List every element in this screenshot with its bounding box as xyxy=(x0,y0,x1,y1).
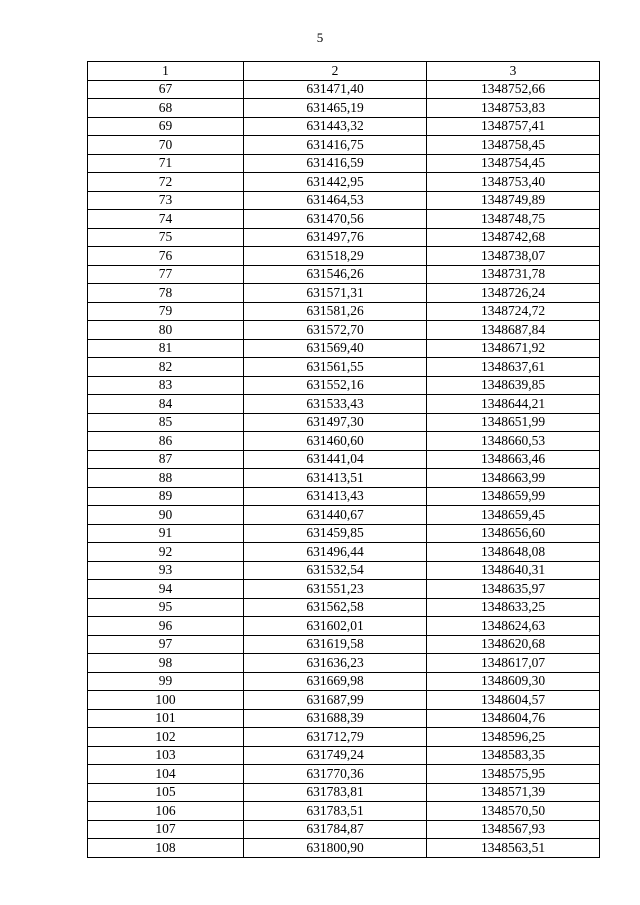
point-number-cell: 79 xyxy=(88,302,244,321)
table-row xyxy=(88,654,600,673)
table-row xyxy=(88,154,600,173)
x-coordinate-cell: 631442,95 xyxy=(244,173,427,192)
table-row xyxy=(88,284,600,303)
x-coordinate-cell: 631581,26 xyxy=(244,302,427,321)
x-coordinate-cell: 631441,04 xyxy=(244,450,427,469)
x-coordinate-cell: 631440,67 xyxy=(244,506,427,525)
point-number-cell: 82 xyxy=(88,358,244,377)
point-number-cell: 78 xyxy=(88,284,244,303)
point-number-cell: 103 xyxy=(88,746,244,765)
table-body xyxy=(88,62,600,858)
y-coordinate-cell: 1348753,83 xyxy=(427,99,600,118)
table-row xyxy=(88,302,600,321)
x-coordinate-cell: 631532,54 xyxy=(244,561,427,580)
table-row xyxy=(88,210,600,229)
y-coordinate-cell: 1348617,07 xyxy=(427,654,600,673)
point-number-cell: 90 xyxy=(88,506,244,525)
x-coordinate-cell: 631464,53 xyxy=(244,191,427,210)
y-coordinate-cell: 1348635,97 xyxy=(427,580,600,599)
point-number-cell: 97 xyxy=(88,635,244,654)
table-row xyxy=(88,802,600,821)
y-coordinate-cell: 1348596,25 xyxy=(427,728,600,747)
point-number-cell: 91 xyxy=(88,524,244,543)
table-row xyxy=(88,820,600,839)
x-coordinate-cell: 631687,99 xyxy=(244,691,427,710)
table-row xyxy=(88,358,600,377)
x-coordinate-cell: 631562,58 xyxy=(244,598,427,617)
table-row xyxy=(88,80,600,99)
table-row xyxy=(88,580,600,599)
column-header-1: 1 xyxy=(88,62,244,81)
x-coordinate-cell: 631533,43 xyxy=(244,395,427,414)
point-number-cell: 74 xyxy=(88,210,244,229)
x-coordinate-cell: 631416,59 xyxy=(244,154,427,173)
table-row xyxy=(88,617,600,636)
table-row xyxy=(88,228,600,247)
table-row xyxy=(88,598,600,617)
y-coordinate-cell: 1348637,61 xyxy=(427,358,600,377)
table-row xyxy=(88,765,600,784)
x-coordinate-cell: 631460,60 xyxy=(244,432,427,451)
x-coordinate-cell: 631712,79 xyxy=(244,728,427,747)
table-row xyxy=(88,543,600,562)
table-row xyxy=(88,469,600,488)
y-coordinate-cell: 1348633,25 xyxy=(427,598,600,617)
table-row xyxy=(88,413,600,432)
column-header-3: 3 xyxy=(427,62,600,81)
y-coordinate-cell: 1348567,93 xyxy=(427,820,600,839)
x-coordinate-cell: 631783,81 xyxy=(244,783,427,802)
table-row xyxy=(88,395,600,414)
table-row xyxy=(88,99,600,118)
table-row xyxy=(88,191,600,210)
point-number-cell: 75 xyxy=(88,228,244,247)
x-coordinate-cell: 631471,40 xyxy=(244,80,427,99)
x-coordinate-cell: 631413,43 xyxy=(244,487,427,506)
x-coordinate-cell: 631688,39 xyxy=(244,709,427,728)
table-header-row xyxy=(88,62,600,81)
x-coordinate-cell: 631784,87 xyxy=(244,820,427,839)
y-coordinate-cell: 1348570,50 xyxy=(427,802,600,821)
y-coordinate-cell: 1348644,21 xyxy=(427,395,600,414)
y-coordinate-cell: 1348656,60 xyxy=(427,524,600,543)
y-coordinate-cell: 1348752,66 xyxy=(427,80,600,99)
x-coordinate-cell: 631465,19 xyxy=(244,99,427,118)
point-number-cell: 70 xyxy=(88,136,244,155)
point-number-cell: 77 xyxy=(88,265,244,284)
point-number-cell: 106 xyxy=(88,802,244,821)
point-number-cell: 88 xyxy=(88,469,244,488)
y-coordinate-cell: 1348604,76 xyxy=(427,709,600,728)
table-row xyxy=(88,506,600,525)
x-coordinate-cell: 631636,23 xyxy=(244,654,427,673)
x-coordinate-cell: 631459,85 xyxy=(244,524,427,543)
y-coordinate-cell: 1348609,30 xyxy=(427,672,600,691)
x-coordinate-cell: 631783,51 xyxy=(244,802,427,821)
x-coordinate-cell: 631551,23 xyxy=(244,580,427,599)
point-number-cell: 69 xyxy=(88,117,244,136)
y-coordinate-cell: 1348659,45 xyxy=(427,506,600,525)
table-row xyxy=(88,450,600,469)
coordinates-table xyxy=(87,61,600,858)
point-number-cell: 95 xyxy=(88,598,244,617)
y-coordinate-cell: 1348604,57 xyxy=(427,691,600,710)
point-number-cell: 101 xyxy=(88,709,244,728)
y-coordinate-cell: 1348575,95 xyxy=(427,765,600,784)
y-coordinate-cell: 1348660,53 xyxy=(427,432,600,451)
table-row xyxy=(88,561,600,580)
y-coordinate-cell: 1348758,45 xyxy=(427,136,600,155)
y-coordinate-cell: 1348624,63 xyxy=(427,617,600,636)
point-number-cell: 73 xyxy=(88,191,244,210)
x-coordinate-cell: 631546,26 xyxy=(244,265,427,284)
table-row xyxy=(88,173,600,192)
x-coordinate-cell: 631497,76 xyxy=(244,228,427,247)
x-coordinate-cell: 631749,24 xyxy=(244,746,427,765)
y-coordinate-cell: 1348757,41 xyxy=(427,117,600,136)
x-coordinate-cell: 631552,16 xyxy=(244,376,427,395)
y-coordinate-cell: 1348663,46 xyxy=(427,450,600,469)
table-row xyxy=(88,746,600,765)
table-row xyxy=(88,635,600,654)
table-row xyxy=(88,265,600,284)
point-number-cell: 105 xyxy=(88,783,244,802)
x-coordinate-cell: 631619,58 xyxy=(244,635,427,654)
x-coordinate-cell: 631561,55 xyxy=(244,358,427,377)
x-coordinate-cell: 631470,56 xyxy=(244,210,427,229)
y-coordinate-cell: 1348620,68 xyxy=(427,635,600,654)
x-coordinate-cell: 631572,70 xyxy=(244,321,427,340)
y-coordinate-cell: 1348687,84 xyxy=(427,321,600,340)
table-row xyxy=(88,783,600,802)
y-coordinate-cell: 1348659,99 xyxy=(427,487,600,506)
point-number-cell: 93 xyxy=(88,561,244,580)
point-number-cell: 107 xyxy=(88,820,244,839)
table-row xyxy=(88,117,600,136)
table-row xyxy=(88,487,600,506)
point-number-cell: 71 xyxy=(88,154,244,173)
point-number-cell: 99 xyxy=(88,672,244,691)
y-coordinate-cell: 1348724,72 xyxy=(427,302,600,321)
table-row xyxy=(88,321,600,340)
point-number-cell: 100 xyxy=(88,691,244,710)
point-number-cell: 87 xyxy=(88,450,244,469)
point-number-cell: 86 xyxy=(88,432,244,451)
table-row xyxy=(88,376,600,395)
point-number-cell: 108 xyxy=(88,839,244,858)
table-row xyxy=(88,728,600,747)
x-coordinate-cell: 631571,31 xyxy=(244,284,427,303)
y-coordinate-cell: 1348748,75 xyxy=(427,210,600,229)
y-coordinate-cell: 1348749,89 xyxy=(427,191,600,210)
table-row xyxy=(88,672,600,691)
point-number-cell: 72 xyxy=(88,173,244,192)
point-number-cell: 76 xyxy=(88,247,244,266)
point-number-cell: 98 xyxy=(88,654,244,673)
y-coordinate-cell: 1348639,85 xyxy=(427,376,600,395)
y-coordinate-cell: 1348563,51 xyxy=(427,839,600,858)
point-number-cell: 84 xyxy=(88,395,244,414)
table-row xyxy=(88,524,600,543)
x-coordinate-cell: 631569,40 xyxy=(244,339,427,358)
y-coordinate-cell: 1348731,78 xyxy=(427,265,600,284)
page-number: 5 xyxy=(316,30,324,45)
point-number-cell: 89 xyxy=(88,487,244,506)
point-number-cell: 92 xyxy=(88,543,244,562)
y-coordinate-cell: 1348671,92 xyxy=(427,339,600,358)
point-number-cell: 81 xyxy=(88,339,244,358)
table-row xyxy=(88,339,600,358)
table-row xyxy=(88,247,600,266)
point-number-cell: 80 xyxy=(88,321,244,340)
y-coordinate-cell: 1348648,08 xyxy=(427,543,600,562)
table-row xyxy=(88,709,600,728)
y-coordinate-cell: 1348640,31 xyxy=(427,561,600,580)
column-header-2: 2 xyxy=(244,62,427,81)
y-coordinate-cell: 1348651,99 xyxy=(427,413,600,432)
x-coordinate-cell: 631413,51 xyxy=(244,469,427,488)
x-coordinate-cell: 631669,98 xyxy=(244,672,427,691)
point-number-cell: 85 xyxy=(88,413,244,432)
x-coordinate-cell: 631800,90 xyxy=(244,839,427,858)
y-coordinate-cell: 1348742,68 xyxy=(427,228,600,247)
point-number-cell: 102 xyxy=(88,728,244,747)
table-row xyxy=(88,839,600,858)
x-coordinate-cell: 631496,44 xyxy=(244,543,427,562)
y-coordinate-cell: 1348754,45 xyxy=(427,154,600,173)
y-coordinate-cell: 1348663,99 xyxy=(427,469,600,488)
x-coordinate-cell: 631518,29 xyxy=(244,247,427,266)
table-row xyxy=(88,432,600,451)
point-number-cell: 67 xyxy=(88,80,244,99)
x-coordinate-cell: 631416,75 xyxy=(244,136,427,155)
y-coordinate-cell: 1348571,39 xyxy=(427,783,600,802)
point-number-cell: 96 xyxy=(88,617,244,636)
y-coordinate-cell: 1348726,24 xyxy=(427,284,600,303)
point-number-cell: 104 xyxy=(88,765,244,784)
y-coordinate-cell: 1348583,35 xyxy=(427,746,600,765)
point-number-cell: 68 xyxy=(88,99,244,118)
point-number-cell: 94 xyxy=(88,580,244,599)
point-number-cell: 83 xyxy=(88,376,244,395)
x-coordinate-cell: 631443,32 xyxy=(244,117,427,136)
x-coordinate-cell: 631770,36 xyxy=(244,765,427,784)
y-coordinate-cell: 1348753,40 xyxy=(427,173,600,192)
x-coordinate-cell: 631497,30 xyxy=(244,413,427,432)
x-coordinate-cell: 631602,01 xyxy=(244,617,427,636)
table-row xyxy=(88,136,600,155)
table-row xyxy=(88,691,600,710)
y-coordinate-cell: 1348738,07 xyxy=(427,247,600,266)
